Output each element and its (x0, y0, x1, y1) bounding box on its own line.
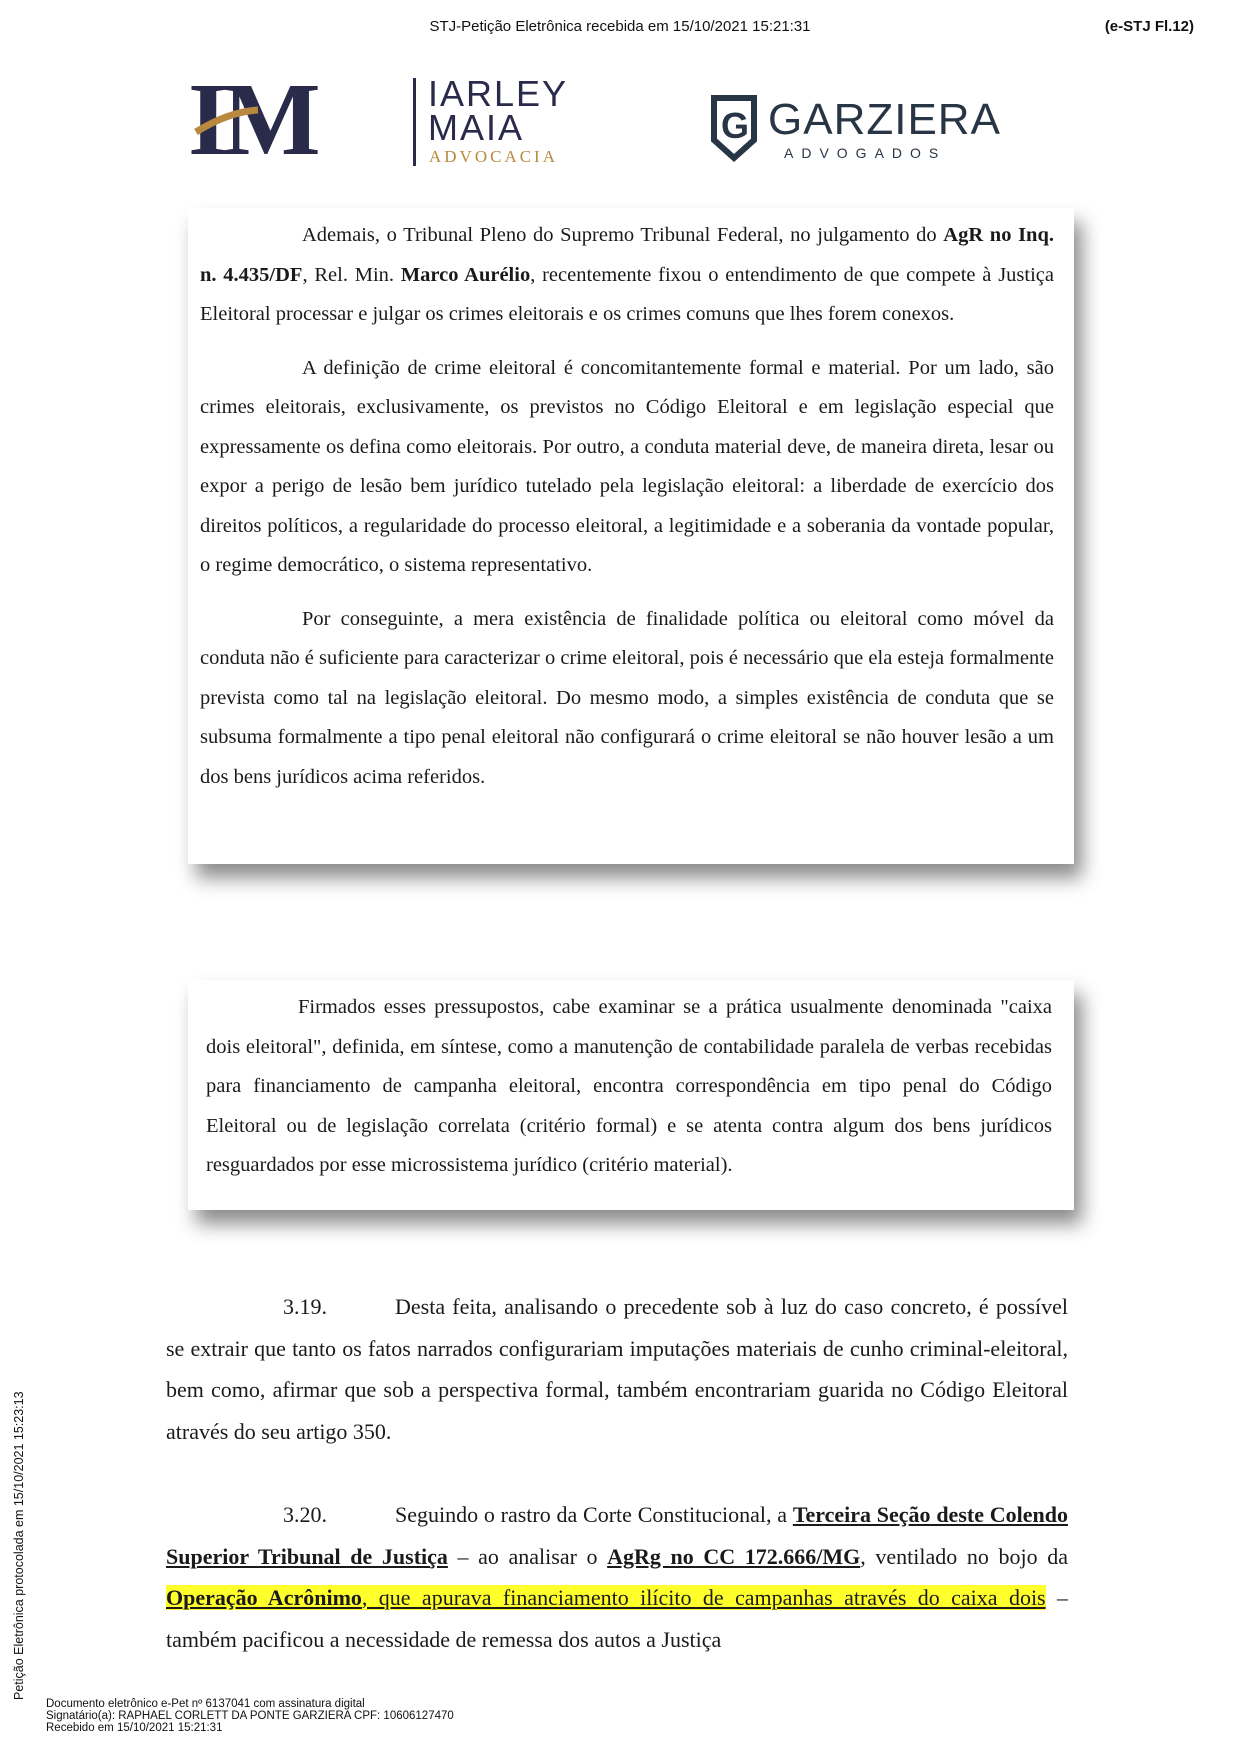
operation-name-highlight: Operação Acrônimo (166, 1585, 362, 1610)
paragraph-number: 3.19. (283, 1294, 327, 1319)
garziera-logo (710, 92, 1050, 172)
logo-sub: ADVOGADOS (784, 145, 947, 161)
footer-line-2: Signatário(a): RAPHAEL CORLETT DA PONTE GARZIERA CPF: 10606127470 (46, 1710, 454, 1722)
iarley-maia-logo (188, 72, 608, 172)
text-run: – ao analisar o (447, 1543, 608, 1569)
case-reference: AgRg no CC 172.666/MG (607, 1543, 861, 1569)
side-protocol-stamp: Petição Eletrônica protocolada em 15/10/2021 15:23:13 (12, 1391, 26, 1700)
paragraph-3-19 (166, 1286, 1068, 1452)
logo-line-1: IARLEY (428, 73, 569, 114)
quote1-paragraph-3: Por conseguinte, a mera existência de finalidade política ou eleitoral como móvel da conduta não é suficiente para caracterizar o crime eleitoral, pois é necessário que ela esteja formalmente prevista como tal na legislação eleitoral. Do mesmo modo, a simples existência de conduta que se subsuma formalmente a tipo penal eleitoral não configurará o crime eleitoral se não houver lesão a um dos bens jurídicos acima referidos. (200, 607, 1054, 788)
case-reference: AgR no Inq. n. 4.435/DF (200, 224, 1054, 286)
quote1-paragraph-2: A definição de crime eleitoral é concomitantemente formal e material. Por um lado, são crimes eleitorais, exclusivamente, os previstos no Código Eleitoral e em legislação especial que expressamente os defina como eleitorais. Por outro, a conduta material deve, de maneira direta, lesar ou expor a perigo de lesão bem jurídico tutelado pela legislação eleitoral: a liberdade de exercício dos direitos políticos, a regularidade do processo eleitoral, a legitimidade e a soberania da vontade popular, o regime democrático, o sistema representativo. (200, 356, 1054, 576)
highlighted-text: , que apurava financiamento ilícito de campanhas através do caixa dois (361, 1585, 1046, 1610)
text-run: , recentemente fixou o entendimento de que compete à Justiça Eleitoral processar e julgar os crimes eleitorais e os crimes comuns que lhes forem conexos. (200, 263, 1054, 325)
paragraph-3-20 (166, 1494, 1068, 1660)
paragraph-text: Desta feita, analisando o precedente sob à luz do caso concreto, é possível se extrair que tanto os fatos narrados configurariam imputações materiais de cunho criminal-eleitoral, bem como, afirmar que sob a perspectiva formal, também encontrariam guarida no Código Eleitoral através do seu artigo 350. (166, 1294, 1068, 1444)
text-run: , Rel. Min. (302, 263, 401, 286)
text-run: – também pacificou a necessidade de remessa dos autos a Justiça (166, 1585, 1069, 1652)
logo-monogram: IM (188, 72, 315, 172)
footer-line-3: Recebido em 15/10/2021 15:21:31 (46, 1722, 223, 1734)
footer-line-1: Documento eletrônico e-Pet nº 6137041 com assinatura digital (46, 1698, 365, 1710)
logo-divider (413, 78, 416, 166)
text-run: Seguindo o rastro da Corte Constitucional, a (395, 1502, 793, 1527)
text-run: Ademais, o Tribunal Pleno do Supremo Tribunal Federal, no julgamento do (302, 224, 944, 246)
quote-excerpt-1 (188, 208, 1074, 864)
header-page-ref: (e-STJ Fl.12) (1104, 18, 1194, 35)
minister-name: Marco Aurélio (400, 263, 531, 286)
logo-line-3: ADVOCACIA (429, 147, 558, 166)
logo-mark: G (721, 105, 750, 146)
court-section-reference: Terceira Seção deste Colendo Superior Tribunal de Justiça (166, 1502, 1068, 1569)
text-run: , ventilado no bojo da (860, 1543, 1068, 1569)
footer-signature-info (46, 1698, 454, 1734)
header-receipt-line: STJ-Petição Eletrônica recebida em 15/10/2021 15:21:31 (429, 18, 811, 35)
logo-line-2: MAIA (428, 107, 525, 148)
logo-name: GARZIERA (768, 95, 1001, 144)
paragraph-number: 3.20. (283, 1502, 327, 1527)
quote2-paragraph-1: Firmados esses pressupostos, cabe examinar se a prática usualmente denominada "caixa dois eleitoral", definida, em síntese, como a manutenção de contabilidade paralela de verbas recebidas para financiamento de campanha eleitoral, encontra correspondência em tipo penal do Código Eleitoral ou de legislação correlata (critério formal) e se atenta contra algum dos bens jurídicos resguardados por esse microssistema jurídico (critério material). (206, 996, 1052, 1176)
quote1-paragraph-1 (200, 216, 1054, 335)
quote-excerpt-2 (188, 980, 1074, 1210)
